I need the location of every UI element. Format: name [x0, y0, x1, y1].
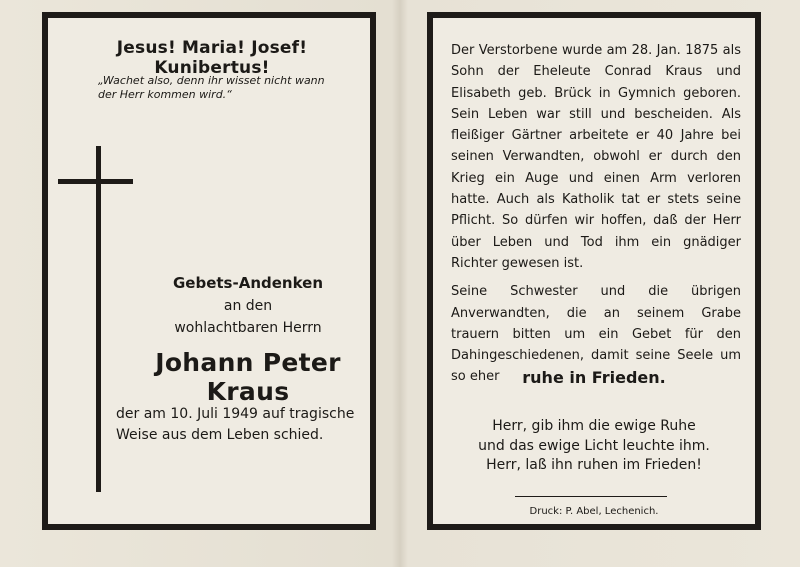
biography-paragraph-1: Der Verstorbene wurde am 28. Jan. 1875 als Sohn der Eheleute Conrad Kraus und Elisabeth geb. Brück in Gymnich geboren. Sein Leben war still und bescheiden. Als fleißiger Gärtner arbeitete er 40 Jahre bei seinen Verwandten, obwohl er durch den Krieg ein Auge und einen Arm verloren hatte. Auch als Katholik tat er stets seine Pflicht. So dürfen wir hoffen, daß der Herr über Leben und Tod ihm ein gnädiger Richter gewesen ist. [451, 43, 741, 271]
right-panel [427, 12, 761, 530]
quote-line-2: der Herr kommen wird.“ [98, 88, 232, 101]
deceased-name: Johann Peter Kraus [155, 348, 341, 406]
prayer-line-1: Herr, gib ihm die ewige Ruhe [492, 418, 696, 434]
memorial-block [128, 274, 368, 406]
scripture-quote [98, 74, 368, 102]
quote-line-1: „Wachet also, denn ihr wisset nicht wann [98, 74, 325, 87]
invocation-header: Jesus! Maria! Josef! Kunibertus! [116, 38, 308, 78]
memorial-heading: Gebets-Andenken [172, 274, 324, 292]
death-line-1: der am 10. Juli 1949 auf tragische [116, 406, 355, 422]
printer-credit: Druck: P. Abel, Lechenich. [529, 506, 659, 517]
prayer-line-3: Herr, laß ihn ruhen im Frieden! [486, 457, 702, 473]
prayer-line-2: und das ewige Licht leuchte ihm. [478, 437, 710, 454]
memorial-line-1: an den [223, 298, 273, 314]
death-line-2: Weise aus dem Leben schied. [116, 427, 324, 443]
death-notice [116, 404, 378, 446]
cross-horizontal-bar [58, 179, 133, 184]
rest-in-peace: ruhe in Frieden. [522, 368, 666, 387]
cross-vertical-bar [96, 146, 101, 492]
biography-paragraph-2: Seine Schwester und die übrigen Anverwandten, die an seinem Grabe trauern bitten um ein Gebet für den Dahingeschiedenen, damit seine Seele um so eher [451, 284, 741, 385]
biography-text [451, 40, 741, 388]
closing-prayer [433, 417, 755, 476]
left-panel [42, 12, 376, 530]
memorial-line-2: wohlachtbaren Herrn [174, 320, 322, 336]
printer-divider [515, 496, 667, 497]
